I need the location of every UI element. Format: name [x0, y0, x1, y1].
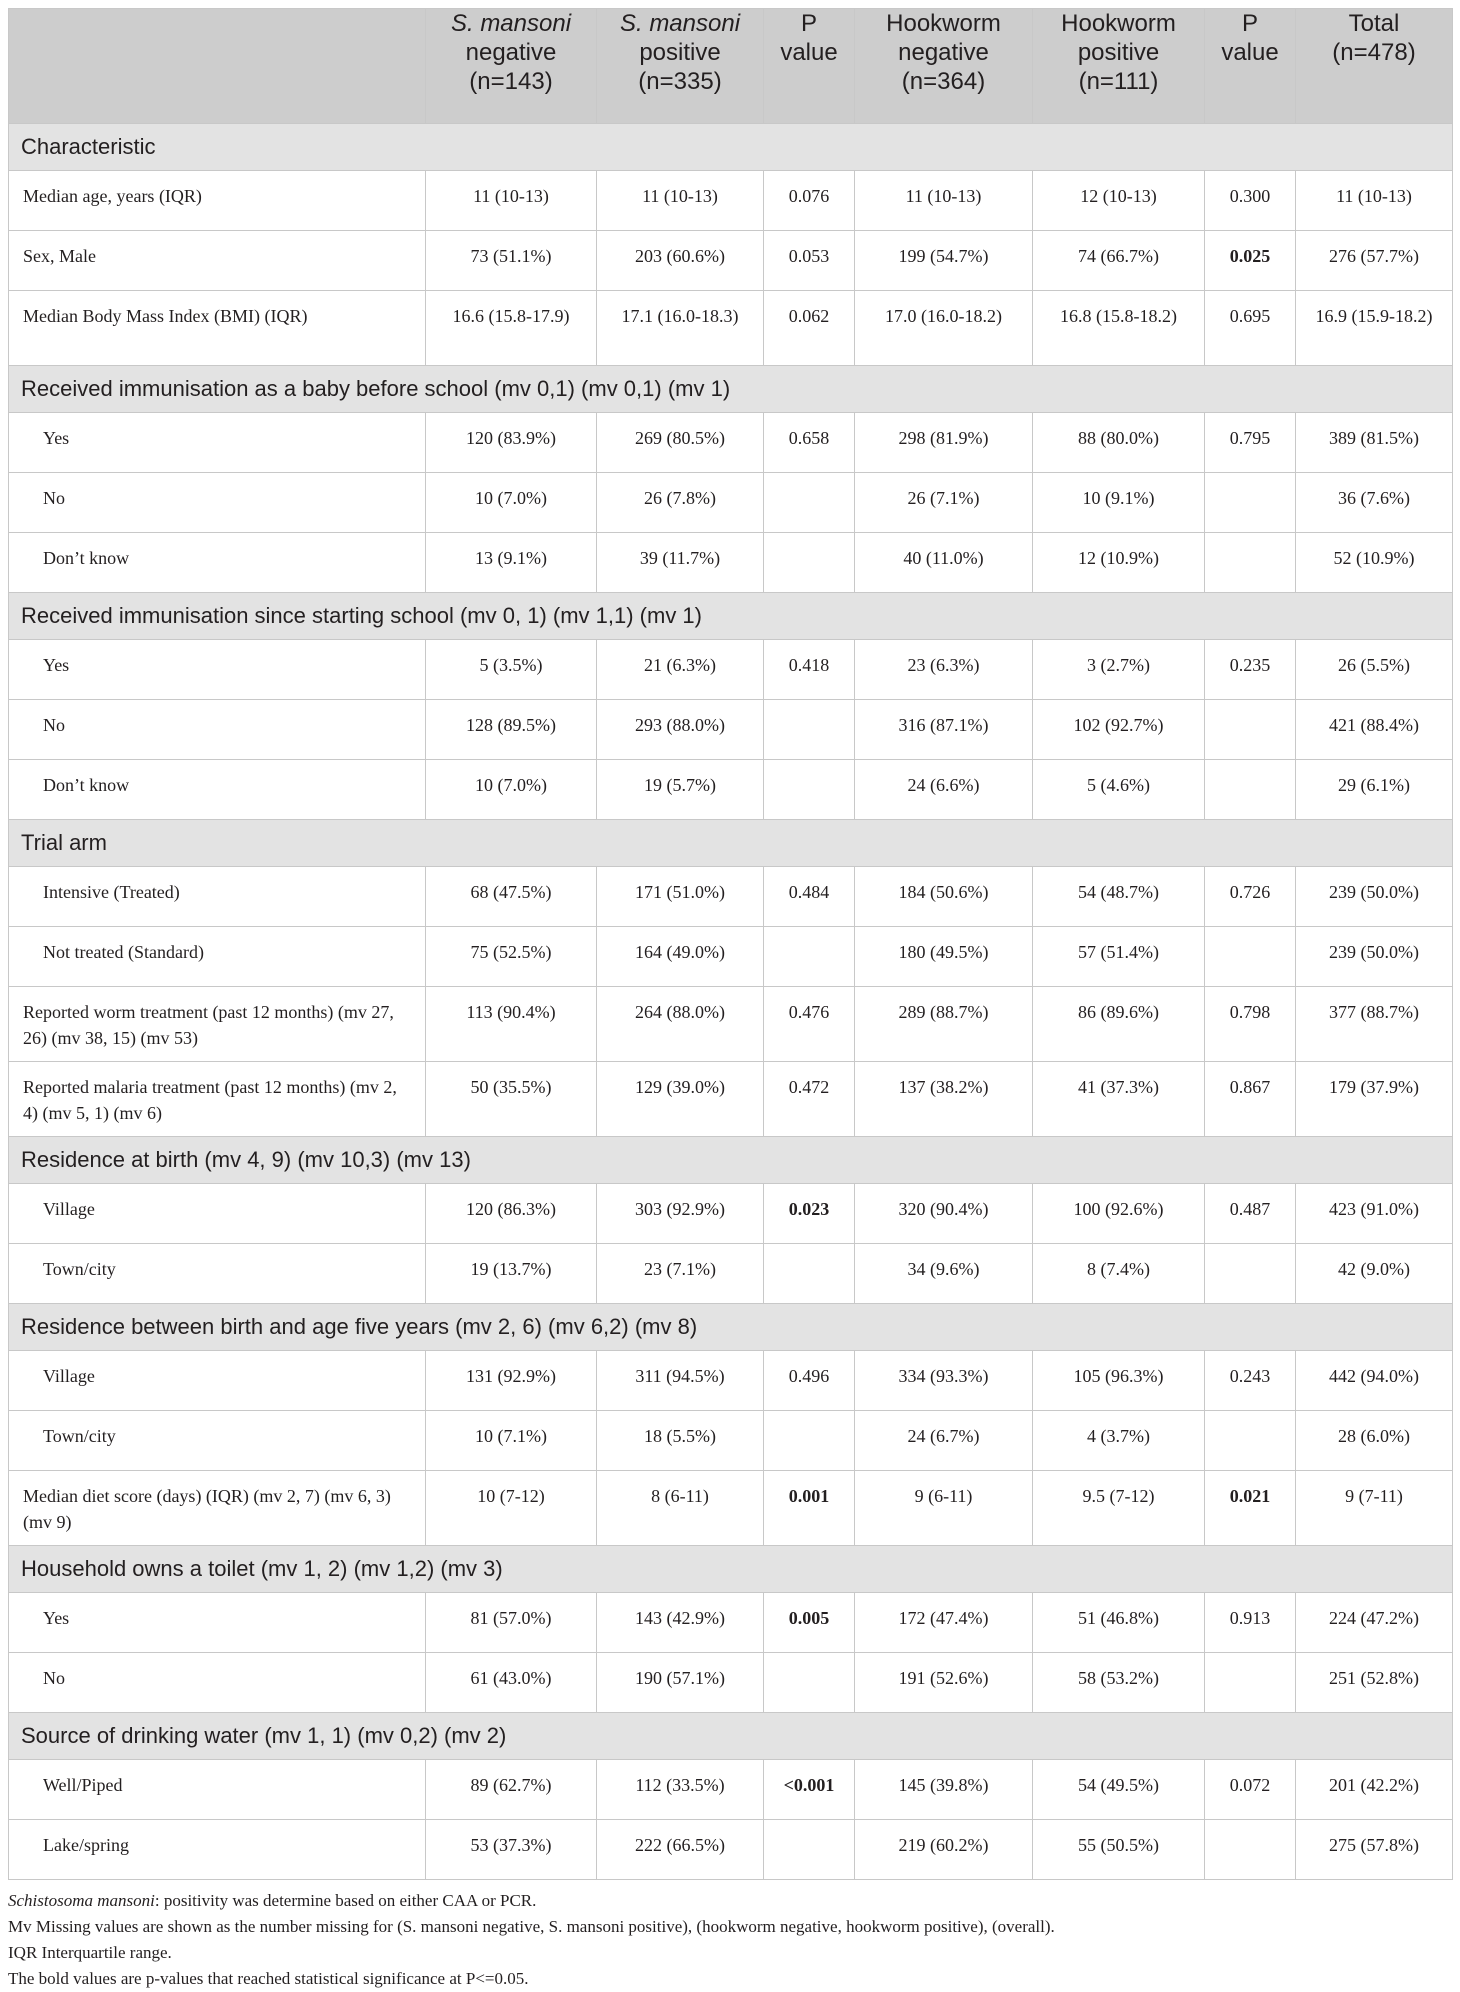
- cell-p-value-2: [1205, 533, 1296, 593]
- cell-hookworm-positive: 10 (9.1%): [1033, 473, 1205, 533]
- cell-p-value-2: 0.021: [1205, 1471, 1296, 1546]
- cell-p-value-2: 0.798: [1205, 987, 1296, 1062]
- header-empty: [9, 9, 426, 124]
- cell-hookworm-negative: 24 (6.7%): [855, 1411, 1033, 1471]
- cell-hookworm-positive: 41 (37.3%): [1033, 1062, 1205, 1137]
- cell-hookworm-positive: 102 (92.7%): [1033, 700, 1205, 760]
- row-label: Town/city: [9, 1411, 426, 1471]
- table-row: [9, 867, 1453, 927]
- cell-smansoni-positive: 21 (6.3%): [597, 640, 764, 700]
- footnote-smansoni: Schistosoma mansoni: positivity was determine based on either CAA or PCR.: [8, 1891, 537, 1910]
- cell-hookworm-positive: 12 (10-13): [1033, 171, 1205, 231]
- cell-total: 275 (57.8%): [1296, 1820, 1453, 1880]
- cell-smansoni-negative: 68 (47.5%): [426, 867, 597, 927]
- cell-hookworm-negative: 26 (7.1%): [855, 473, 1033, 533]
- cell-p-value-2: [1205, 1411, 1296, 1471]
- row-label: Median Body Mass Index (BMI) (IQR): [9, 291, 426, 366]
- table-row: [9, 1471, 1453, 1546]
- row-label: Don’t know: [9, 533, 426, 593]
- cell-smansoni-negative: 13 (9.1%): [426, 533, 597, 593]
- header-total: Total (n=478): [1296, 9, 1453, 124]
- section-header-row: [9, 1713, 1453, 1760]
- cell-hookworm-negative: 180 (49.5%): [855, 927, 1033, 987]
- cell-smansoni-negative: 53 (37.3%): [426, 1820, 597, 1880]
- header-row: [9, 9, 1453, 124]
- row-label: Median diet score (days) (IQR) (mv 2, 7) (mv 6, 3) (mv 9): [9, 1471, 426, 1546]
- cell-smansoni-positive: 143 (42.9%): [597, 1593, 764, 1653]
- cell-total: 179 (37.9%): [1296, 1062, 1453, 1137]
- cell-smansoni-positive: 19 (5.7%): [597, 760, 764, 820]
- cell-hookworm-positive: 9.5 (7-12): [1033, 1471, 1205, 1546]
- cell-hookworm-positive: 58 (53.2%): [1033, 1653, 1205, 1713]
- cell-hookworm-negative: 316 (87.1%): [855, 700, 1033, 760]
- cell-hookworm-negative: 219 (60.2%): [855, 1820, 1033, 1880]
- cell-hookworm-positive: 57 (51.4%): [1033, 927, 1205, 987]
- row-label: Lake/spring: [9, 1820, 426, 1880]
- cell-p-value-2: [1205, 927, 1296, 987]
- cell-p-value-2: [1205, 1244, 1296, 1304]
- section-header: Residence between birth and age five years (mv 2, 6) (mv 6,2) (mv 8): [9, 1304, 1453, 1351]
- cell-smansoni-negative: 73 (51.1%): [426, 231, 597, 291]
- cell-p-value-2: 0.487: [1205, 1184, 1296, 1244]
- cell-p-value-2: 0.867: [1205, 1062, 1296, 1137]
- cell-total: 276 (57.7%): [1296, 231, 1453, 291]
- cell-p-value-1: [764, 927, 855, 987]
- cell-hookworm-negative: 137 (38.2%): [855, 1062, 1033, 1137]
- row-label: Yes: [9, 640, 426, 700]
- cell-p-value-1: [764, 1653, 855, 1713]
- table-row: [9, 413, 1453, 473]
- row-label: Sex, Male: [9, 231, 426, 291]
- row-label: No: [9, 1653, 426, 1713]
- cell-total: 421 (88.4%): [1296, 700, 1453, 760]
- cell-hookworm-negative: 172 (47.4%): [855, 1593, 1033, 1653]
- footnote-missing-values: Mv Missing values are shown as the number missing for (S. mansoni negative, S. mansoni positive), (hookworm negative, hookworm positive), (overall).: [8, 1917, 1055, 1936]
- cell-total: 29 (6.1%): [1296, 760, 1453, 820]
- section-header: Characteristic: [9, 124, 1453, 171]
- cell-total: 239 (50.0%): [1296, 927, 1453, 987]
- cell-hookworm-negative: 34 (9.6%): [855, 1244, 1033, 1304]
- cell-p-value-2: 0.300: [1205, 171, 1296, 231]
- cell-p-value-1: 0.001: [764, 1471, 855, 1546]
- cell-p-value-2: 0.235: [1205, 640, 1296, 700]
- cell-total: 423 (91.0%): [1296, 1184, 1453, 1244]
- cell-hookworm-positive: 3 (2.7%): [1033, 640, 1205, 700]
- cell-p-value-1: 0.476: [764, 987, 855, 1062]
- cell-p-value-1: [764, 533, 855, 593]
- cell-hookworm-positive: 8 (7.4%): [1033, 1244, 1205, 1304]
- cell-p-value-1: 0.023: [764, 1184, 855, 1244]
- row-label: Town/city: [9, 1244, 426, 1304]
- row-label: Village: [9, 1184, 426, 1244]
- cell-hookworm-negative: 334 (93.3%): [855, 1351, 1033, 1411]
- section-header: Received immunisation since starting school (mv 0, 1) (mv 1,1) (mv 1): [9, 593, 1453, 640]
- cell-total: 201 (42.2%): [1296, 1760, 1453, 1820]
- cell-smansoni-negative: 128 (89.5%): [426, 700, 597, 760]
- table-row: [9, 291, 1453, 366]
- table-row: [9, 1820, 1453, 1880]
- section-header-row: [9, 366, 1453, 413]
- cell-smansoni-positive: 293 (88.0%): [597, 700, 764, 760]
- section-header-row: [9, 124, 1453, 171]
- cell-p-value-2: 0.025: [1205, 231, 1296, 291]
- cell-p-value-1: 0.472: [764, 1062, 855, 1137]
- table-row: [9, 533, 1453, 593]
- row-label: Not treated (Standard): [9, 927, 426, 987]
- cell-hookworm-negative: 289 (88.7%): [855, 987, 1033, 1062]
- cell-hookworm-positive: 54 (48.7%): [1033, 867, 1205, 927]
- cell-hookworm-positive: 100 (92.6%): [1033, 1184, 1205, 1244]
- header-p-value-2: P value: [1205, 9, 1296, 124]
- section-header-row: [9, 1304, 1453, 1351]
- table-body: [9, 124, 1453, 1880]
- cell-hookworm-negative: 199 (54.7%): [855, 231, 1033, 291]
- cell-smansoni-negative: 10 (7.0%): [426, 760, 597, 820]
- cell-total: 16.9 (15.9-18.2): [1296, 291, 1453, 366]
- cell-total: 11 (10-13): [1296, 171, 1453, 231]
- cell-total: 442 (94.0%): [1296, 1351, 1453, 1411]
- cell-total: 26 (5.5%): [1296, 640, 1453, 700]
- cell-smansoni-negative: 5 (3.5%): [426, 640, 597, 700]
- cell-p-value-2: [1205, 1820, 1296, 1880]
- footnote-iqr: IQR Interquartile range.: [8, 1943, 172, 1962]
- header-hookworm-negative: Hookworm negative (n=364): [855, 9, 1033, 124]
- cell-hookworm-positive: 4 (3.7%): [1033, 1411, 1205, 1471]
- table-row: [9, 171, 1453, 231]
- cell-hookworm-positive: 55 (50.5%): [1033, 1820, 1205, 1880]
- cell-hookworm-positive: 5 (4.6%): [1033, 760, 1205, 820]
- cell-smansoni-negative: 16.6 (15.8-17.9): [426, 291, 597, 366]
- row-label: Yes: [9, 413, 426, 473]
- cell-hookworm-negative: 145 (39.8%): [855, 1760, 1033, 1820]
- cell-p-value-1: 0.658: [764, 413, 855, 473]
- cell-hookworm-positive: 54 (49.5%): [1033, 1760, 1205, 1820]
- table-row: [9, 760, 1453, 820]
- table-row: [9, 1411, 1453, 1471]
- cell-hookworm-positive: 74 (66.7%): [1033, 231, 1205, 291]
- cell-hookworm-positive: 12 (10.9%): [1033, 533, 1205, 593]
- cell-smansoni-negative: 50 (35.5%): [426, 1062, 597, 1137]
- row-label: Intensive (Treated): [9, 867, 426, 927]
- cell-smansoni-positive: 23 (7.1%): [597, 1244, 764, 1304]
- table-row: [9, 473, 1453, 533]
- cell-smansoni-positive: 303 (92.9%): [597, 1184, 764, 1244]
- cell-p-value-2: 0.795: [1205, 413, 1296, 473]
- row-label: Village: [9, 1351, 426, 1411]
- cell-smansoni-positive: 171 (51.0%): [597, 867, 764, 927]
- cell-total: 28 (6.0%): [1296, 1411, 1453, 1471]
- section-header: Received immunisation as a baby before school (mv 0,1) (mv 0,1) (mv 1): [9, 366, 1453, 413]
- cell-smansoni-positive: 311 (94.5%): [597, 1351, 764, 1411]
- header-p-value-1: P value: [764, 9, 855, 124]
- cell-smansoni-positive: 112 (33.5%): [597, 1760, 764, 1820]
- cell-hookworm-positive: 105 (96.3%): [1033, 1351, 1205, 1411]
- row-label: No: [9, 473, 426, 533]
- cell-total: 9 (7-11): [1296, 1471, 1453, 1546]
- results-table: [8, 8, 1453, 1880]
- cell-smansoni-negative: 10 (7.1%): [426, 1411, 597, 1471]
- cell-total: 52 (10.9%): [1296, 533, 1453, 593]
- cell-p-value-2: [1205, 760, 1296, 820]
- section-header-row: [9, 1546, 1453, 1593]
- cell-smansoni-positive: 26 (7.8%): [597, 473, 764, 533]
- cell-total: 251 (52.8%): [1296, 1653, 1453, 1713]
- cell-smansoni-negative: 10 (7-12): [426, 1471, 597, 1546]
- cell-p-value-1: [764, 760, 855, 820]
- cell-total: 36 (7.6%): [1296, 473, 1453, 533]
- document: [8, 8, 1452, 1992]
- cell-p-value-1: 0.496: [764, 1351, 855, 1411]
- section-header: Household owns a toilet (mv 1, 2) (mv 1,2) (mv 3): [9, 1546, 1453, 1593]
- cell-smansoni-negative: 131 (92.9%): [426, 1351, 597, 1411]
- row-label: Don’t know: [9, 760, 426, 820]
- cell-p-value-2: 0.072: [1205, 1760, 1296, 1820]
- table-row: [9, 1062, 1453, 1137]
- section-header: Source of drinking water (mv 1, 1) (mv 0,2) (mv 2): [9, 1713, 1453, 1760]
- cell-hookworm-negative: 184 (50.6%): [855, 867, 1033, 927]
- row-label: Median age, years (IQR): [9, 171, 426, 231]
- row-label: Well/Piped: [9, 1760, 426, 1820]
- cell-smansoni-negative: 89 (62.7%): [426, 1760, 597, 1820]
- cell-p-value-2: [1205, 1653, 1296, 1713]
- cell-hookworm-positive: 88 (80.0%): [1033, 413, 1205, 473]
- section-header-row: [9, 1137, 1453, 1184]
- header-smansoni-negative: S. mansoni negative (n=143): [426, 9, 597, 124]
- cell-hookworm-negative: 9 (6-11): [855, 1471, 1033, 1546]
- table-row: [9, 1653, 1453, 1713]
- cell-hookworm-negative: 23 (6.3%): [855, 640, 1033, 700]
- row-label: Reported worm treatment (past 12 months) (mv 27, 26) (mv 38, 15) (mv 53): [9, 987, 426, 1062]
- cell-hookworm-positive: 51 (46.8%): [1033, 1593, 1205, 1653]
- cell-p-value-1: [764, 1244, 855, 1304]
- cell-smansoni-negative: 75 (52.5%): [426, 927, 597, 987]
- cell-smansoni-negative: 11 (10-13): [426, 171, 597, 231]
- cell-hookworm-negative: 24 (6.6%): [855, 760, 1033, 820]
- cell-smansoni-positive: 269 (80.5%): [597, 413, 764, 473]
- cell-smansoni-positive: 164 (49.0%): [597, 927, 764, 987]
- cell-smansoni-positive: 18 (5.5%): [597, 1411, 764, 1471]
- cell-hookworm-negative: 298 (81.9%): [855, 413, 1033, 473]
- table-row: [9, 927, 1453, 987]
- cell-total: 224 (47.2%): [1296, 1593, 1453, 1653]
- cell-hookworm-negative: 320 (90.4%): [855, 1184, 1033, 1244]
- cell-hookworm-negative: 17.0 (16.0-18.2): [855, 291, 1033, 366]
- cell-smansoni-positive: 17.1 (16.0-18.3): [597, 291, 764, 366]
- table-row: [9, 231, 1453, 291]
- cell-p-value-2: 0.913: [1205, 1593, 1296, 1653]
- footnote-bold-values: The bold values are p-values that reached statistical significance at P<=0.05.: [8, 1969, 529, 1988]
- cell-p-value-1: 0.005: [764, 1593, 855, 1653]
- cell-p-value-1: [764, 473, 855, 533]
- cell-smansoni-positive: 8 (6-11): [597, 1471, 764, 1546]
- cell-total: 239 (50.0%): [1296, 867, 1453, 927]
- cell-hookworm-positive: 16.8 (15.8-18.2): [1033, 291, 1205, 366]
- cell-smansoni-positive: 190 (57.1%): [597, 1653, 764, 1713]
- table-row: [9, 700, 1453, 760]
- header-smansoni-positive: S. mansoni positive (n=335): [597, 9, 764, 124]
- cell-smansoni-positive: 203 (60.6%): [597, 231, 764, 291]
- cell-total: 42 (9.0%): [1296, 1244, 1453, 1304]
- table-row: [9, 640, 1453, 700]
- cell-p-value-1: [764, 1411, 855, 1471]
- cell-p-value-1: 0.053: [764, 231, 855, 291]
- cell-p-value-1: [764, 700, 855, 760]
- table-row: [9, 1184, 1453, 1244]
- cell-hookworm-negative: 191 (52.6%): [855, 1653, 1033, 1713]
- cell-smansoni-positive: 39 (11.7%): [597, 533, 764, 593]
- cell-smansoni-negative: 81 (57.0%): [426, 1593, 597, 1653]
- section-header: Residence at birth (mv 4, 9) (mv 10,3) (mv 13): [9, 1137, 1453, 1184]
- cell-smansoni-positive: 264 (88.0%): [597, 987, 764, 1062]
- row-label: No: [9, 700, 426, 760]
- cell-p-value-2: [1205, 700, 1296, 760]
- header-hookworm-positive: Hookworm positive (n=111): [1033, 9, 1205, 124]
- table-row: [9, 1760, 1453, 1820]
- cell-smansoni-negative: 19 (13.7%): [426, 1244, 597, 1304]
- cell-total: 377 (88.7%): [1296, 987, 1453, 1062]
- row-label: Yes: [9, 1593, 426, 1653]
- cell-hookworm-negative: 40 (11.0%): [855, 533, 1033, 593]
- cell-p-value-1: [764, 1820, 855, 1880]
- cell-smansoni-negative: 10 (7.0%): [426, 473, 597, 533]
- table-footnotes: [8, 1888, 1452, 1992]
- cell-hookworm-positive: 86 (89.6%): [1033, 987, 1205, 1062]
- cell-p-value-2: 0.726: [1205, 867, 1296, 927]
- section-header: Trial arm: [9, 820, 1453, 867]
- cell-total: 389 (81.5%): [1296, 413, 1453, 473]
- cell-p-value-1: 0.076: [764, 171, 855, 231]
- cell-smansoni-positive: 222 (66.5%): [597, 1820, 764, 1880]
- cell-p-value-2: [1205, 473, 1296, 533]
- table-row: [9, 1593, 1453, 1653]
- cell-smansoni-negative: 120 (83.9%): [426, 413, 597, 473]
- cell-p-value-1: <0.001: [764, 1760, 855, 1820]
- cell-smansoni-positive: 11 (10-13): [597, 171, 764, 231]
- cell-smansoni-negative: 113 (90.4%): [426, 987, 597, 1062]
- row-label: Reported malaria treatment (past 12 months) (mv 2, 4) (mv 5, 1) (mv 6): [9, 1062, 426, 1137]
- section-header-row: [9, 820, 1453, 867]
- cell-p-value-2: 0.243: [1205, 1351, 1296, 1411]
- cell-p-value-1: 0.484: [764, 867, 855, 927]
- cell-p-value-2: 0.695: [1205, 291, 1296, 366]
- cell-p-value-1: 0.418: [764, 640, 855, 700]
- section-header-row: [9, 593, 1453, 640]
- cell-smansoni-positive: 129 (39.0%): [597, 1062, 764, 1137]
- table-row: [9, 1244, 1453, 1304]
- cell-smansoni-negative: 61 (43.0%): [426, 1653, 597, 1713]
- cell-smansoni-negative: 120 (86.3%): [426, 1184, 597, 1244]
- cell-hookworm-negative: 11 (10-13): [855, 171, 1033, 231]
- table-row: [9, 1351, 1453, 1411]
- table-row: [9, 987, 1453, 1062]
- cell-p-value-1: 0.062: [764, 291, 855, 366]
